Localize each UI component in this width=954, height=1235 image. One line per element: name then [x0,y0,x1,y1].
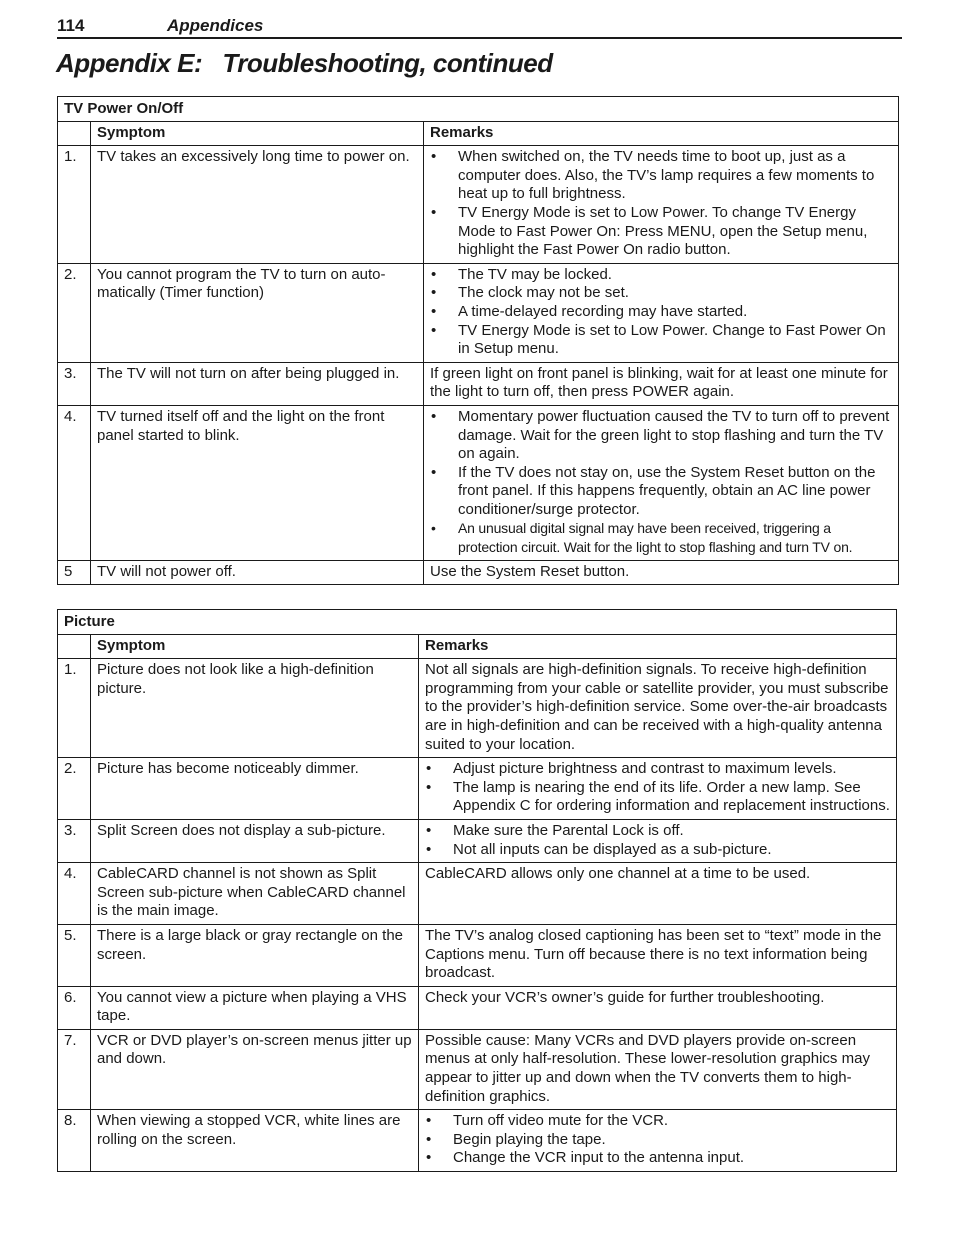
table-row [58,986,897,1029]
table-row [58,362,899,405]
remark-bullet: • An unusual digital signal may have been received, triggering a protection circuit. Wait for the light to stop flashing and turn TV on. [430,519,892,556]
page-number: 114 [57,16,85,35]
remark-bullet: • Momentary power fluctuation caused the TV to turn off to prevent damage. Wait for the green light to stop flashing and turn the TV on again. [430,408,892,464]
symptom-cell: The TV will not turn on after being plugged in. [91,362,424,405]
symptom-cell: VCR or DVD player’s on-screen menus jitter up and down. [91,1029,419,1109]
row-number: 5 [58,560,91,585]
table-row [58,146,899,264]
symptom-cell: You cannot program the TV to turn on automatically (Timer function) [91,263,424,362]
row-number: 1. [58,659,91,758]
remarks-cell: The TV’s analog closed captioning has been set to “text” mode in the Captions menu. Turn off because there is no text information being broadcast. [419,924,897,986]
page-header [57,15,902,39]
power-troubleshooting-table [57,96,899,585]
remark-bullet: • Change the VCR input to the antenna input. [425,1149,890,1168]
remark-bullet: • The TV may be locked. [430,266,892,285]
remarks-cell [424,263,899,362]
picture-troubleshooting-table [57,609,897,1172]
remarks-cell: Check your VCR’s owner’s guide for further troubleshooting. [419,986,897,1029]
column-header-number [58,121,91,146]
column-header-symptom: Symptom [91,634,419,659]
remarks-cell: Use the System Reset button. [424,560,899,585]
table-row [58,863,897,925]
symptom-cell: When viewing a stopped VCR, white lines are rolling on the screen. [91,1110,419,1172]
remark-bullet: • Turn off video mute for the VCR. [425,1112,890,1131]
row-number: 3. [58,362,91,405]
row-number: 5. [58,924,91,986]
remarks-cell: Not all signals are high-definition signals. To receive high-definition programming from your cable or satellite provider, you must subscribe to the provider’s high-definition service. Some over-the-air broadcasts are in high-definition and can be received with a high-quality antenna suited to your location. [419,659,897,758]
section-name: Appendices [167,16,264,35]
table-row [58,758,897,820]
remarks-cell: CableCARD allows only one channel at a time to be used. [419,863,897,925]
remarks-cell [419,1110,897,1172]
symptom-cell: TV takes an excessively long time to power on. [91,146,424,264]
remark-bullet: • TV Energy Mode is set to Low Power. Change to Fast Power On in Setup menu. [430,322,892,359]
row-number: 3. [58,819,91,862]
table-row [58,405,899,560]
symptom-cell: TV turned itself off and the light on the front panel started to blink. [91,405,424,560]
remark-bullet: • Begin playing the tape. [425,1131,890,1150]
row-number: 6. [58,986,91,1029]
remarks-cell: If green light on front panel is blinking, wait for at least one minute for the light to turn off, then press POWER again. [424,362,899,405]
symptom-cell: Picture does not look like a high-definition picture. [91,659,419,758]
table-group-title: Picture [58,610,897,635]
row-number: 8. [58,1110,91,1172]
remark-bullet: • The clock may not be set. [430,284,892,303]
remark-bullet: • Not all inputs can be displayed as a sub-picture. [425,841,890,860]
column-header-number [58,634,91,659]
table-row [58,819,897,862]
remarks-cell [419,819,897,862]
row-number: 4. [58,405,91,560]
table-row [58,659,897,758]
remark-bullet: • Adjust picture brightness and contrast to maximum levels. [425,760,890,779]
symptom-cell: Split Screen does not display a sub-picture. [91,819,419,862]
row-number: 2. [58,758,91,820]
column-header-remarks: Remarks [419,634,897,659]
remark-bullet: • When switched on, the TV needs time to boot up, just as a computer does. Also, the TV’s lamp requires a few moments to heat up to full brightness. [430,148,892,204]
table-row [58,1110,897,1172]
table-row [58,560,899,585]
remark-bullet: • If the TV does not stay on, use the System Reset button on the front panel. If this happens frequently, obtain an AC line power conditioner/surge protector. [430,464,892,520]
remark-bullet: • TV Energy Mode is set to Low Power. To change TV Energy Mode to Fast Power On: Press MENU, open the Setup menu, highlight the Fast Power On radio button. [430,204,892,260]
remarks-cell [424,146,899,264]
symptom-cell: There is a large black or gray rectangle on the screen. [91,924,419,986]
table-row [58,263,899,362]
column-header-remarks: Remarks [424,121,899,146]
table-row [58,924,897,986]
row-number: 2. [58,263,91,362]
row-number: 4. [58,863,91,925]
remark-bullet: • The lamp is nearing the end of its life. Order a new lamp. See Appendix C for ordering information and replacement instructions. [425,779,890,816]
remark-bullet: • Make sure the Parental Lock is off. [425,822,890,841]
symptom-cell: CableCARD channel is not shown as Split Screen sub-picture when CableCARD channel is the main image. [91,863,419,925]
symptom-cell: Picture has become noticeably dimmer. [91,758,419,820]
row-number: 1. [58,146,91,264]
symptom-cell: You cannot view a picture when playing a VHS tape. [91,986,419,1029]
table-row [58,1029,897,1109]
remark-bullet: • A time-delayed recording may have started. [430,303,892,322]
table-group-title: TV Power On/Off [58,97,899,122]
page-title: Appendix E: Troubleshooting, continued [56,48,553,78]
remarks-cell [419,758,897,820]
row-number: 7. [58,1029,91,1109]
remarks-cell: Possible cause: Many VCRs and DVD players provide on-screen menus at only half-resolution. These lower-resolution graphics may appear to jitter up and down when the TV converts them to high-definition graphics. [419,1029,897,1109]
remarks-cell [424,405,899,560]
column-header-symptom: Symptom [91,121,424,146]
symptom-cell: TV will not power off. [91,560,424,585]
